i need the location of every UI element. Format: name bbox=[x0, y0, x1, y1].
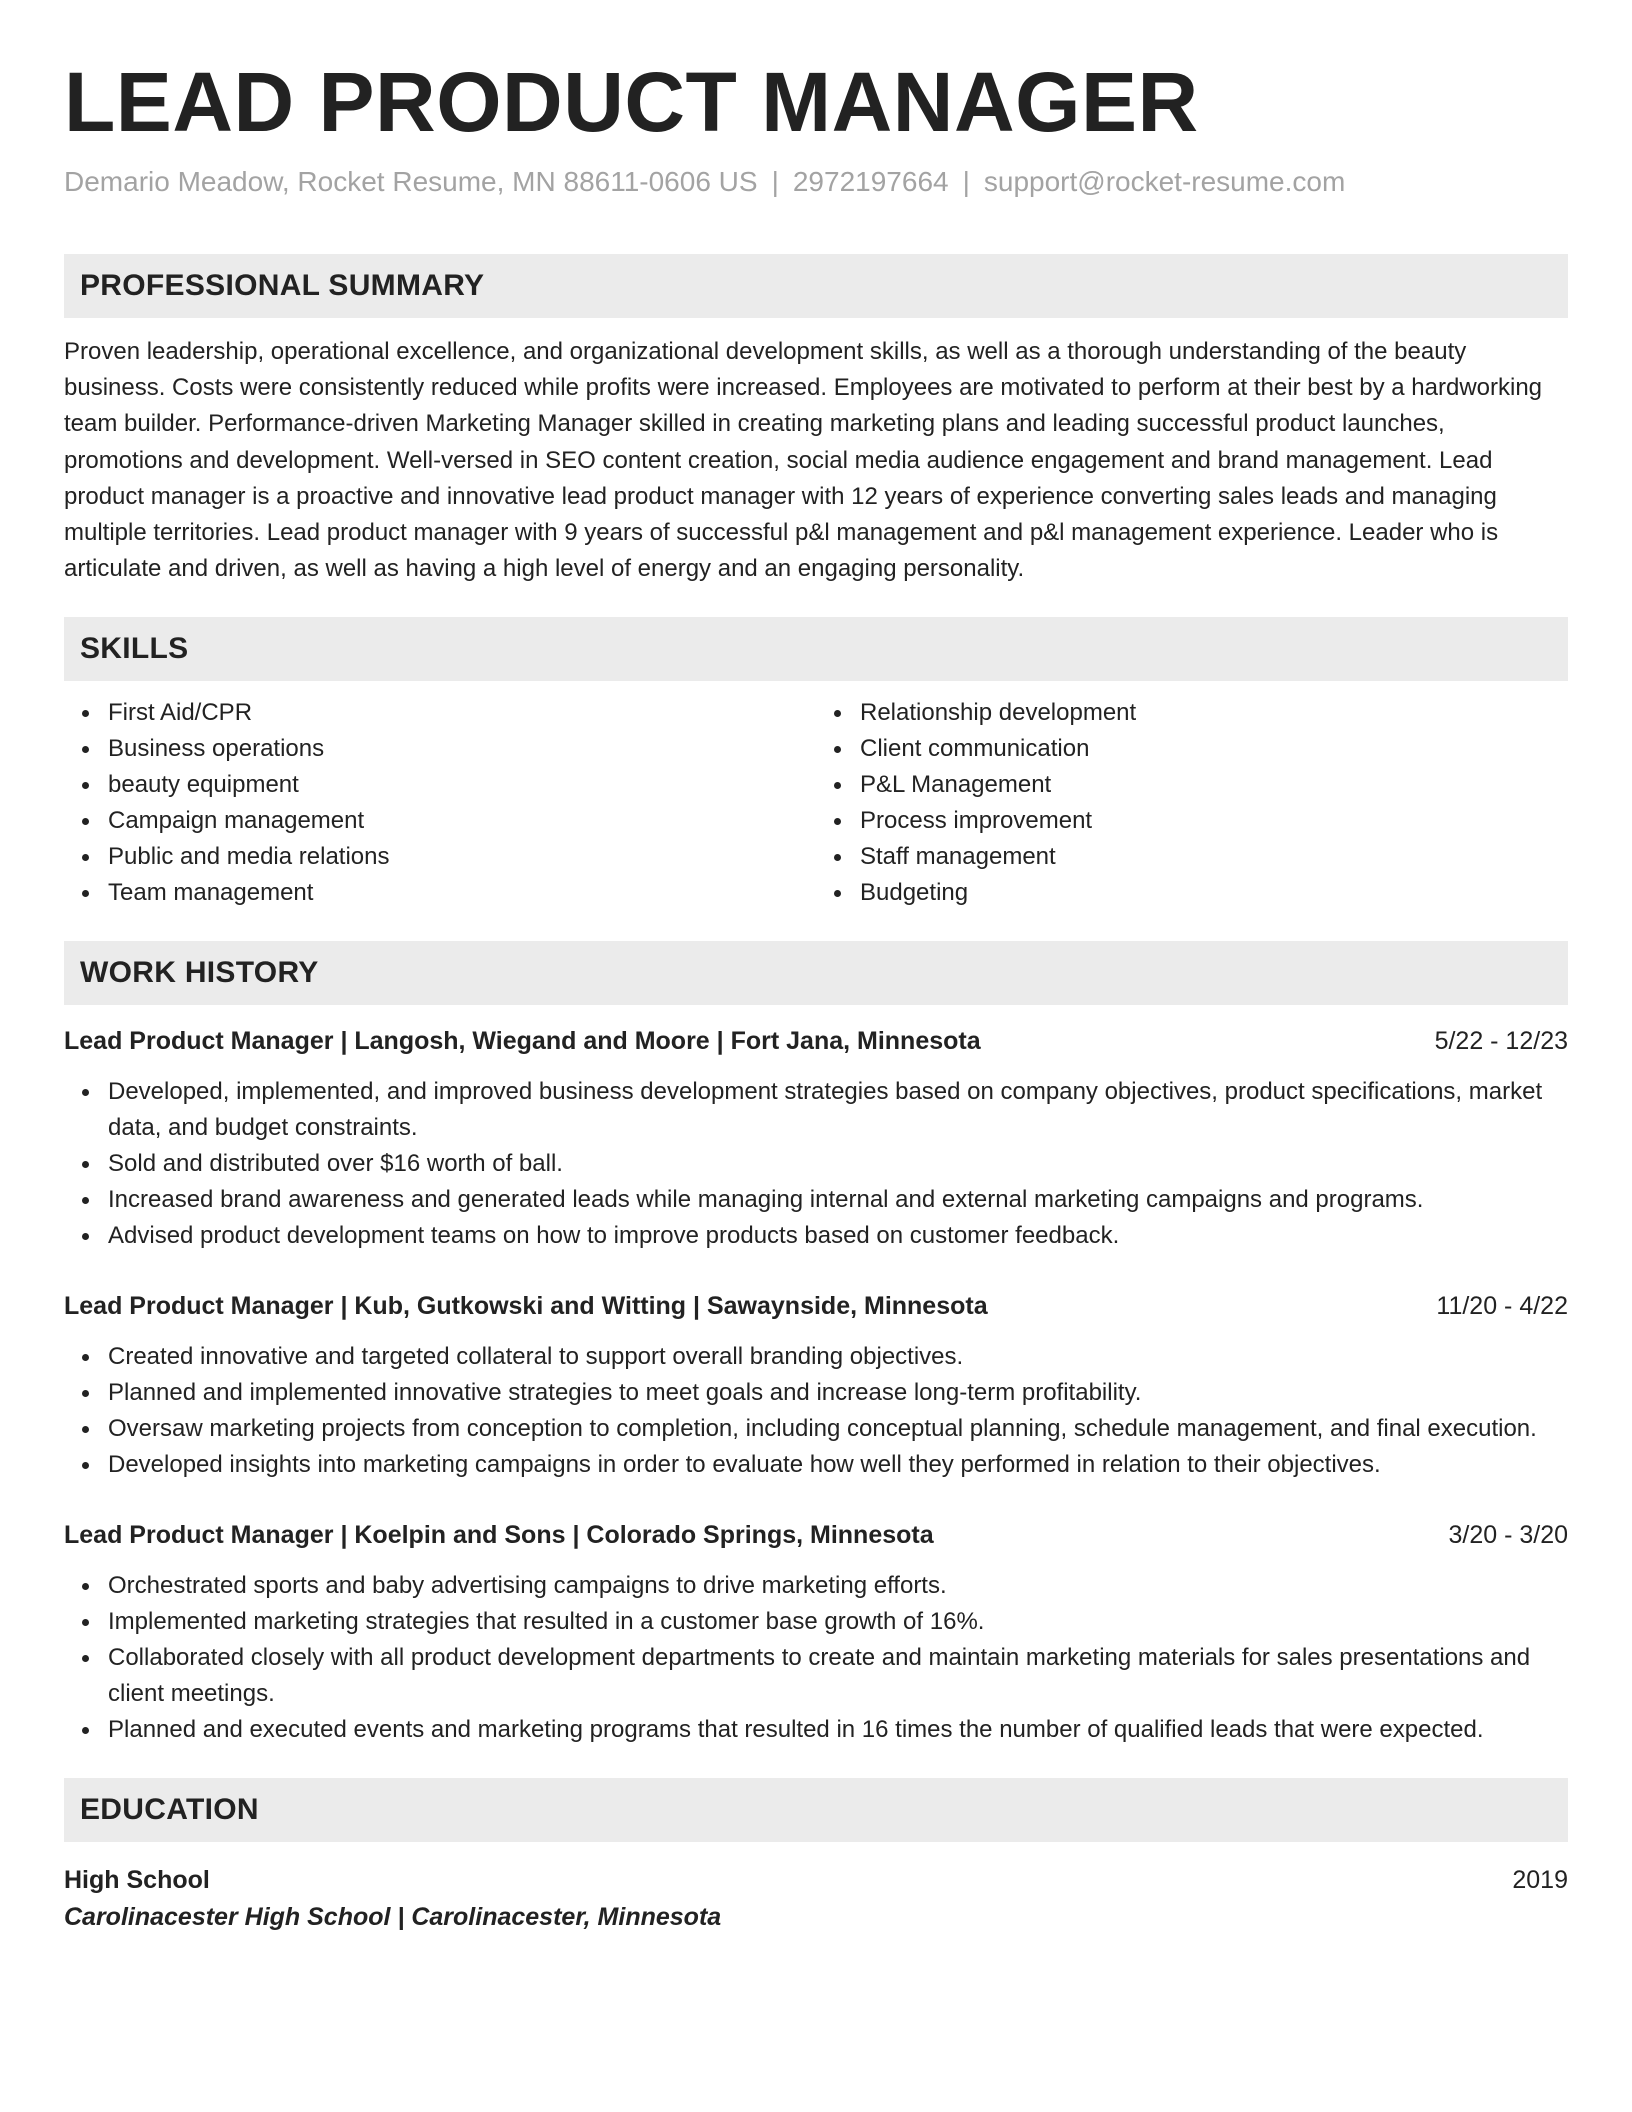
job-bullets bbox=[64, 1074, 1568, 1254]
work-history-heading: WORK HISTORY bbox=[64, 941, 1568, 1005]
skill-item: P&L Management bbox=[816, 767, 1568, 803]
job-bullets bbox=[64, 1339, 1568, 1483]
summary-heading: PROFESSIONAL SUMMARY bbox=[64, 254, 1568, 318]
education-header bbox=[64, 1862, 1568, 1898]
job-bullet: Implemented marketing strategies that resulted in a customer base growth of 16%. bbox=[64, 1604, 1568, 1640]
job-bullet: Collaborated closely with all product development departments to create and maintain marketing materials for sales presentations and client meetings. bbox=[64, 1640, 1568, 1712]
contact-separator: | bbox=[962, 166, 970, 197]
job-bullet: Planned and implemented innovative strategies to meet goals and increase long-term profitability. bbox=[64, 1375, 1568, 1411]
skill-item: Campaign management bbox=[64, 803, 816, 839]
contact-email: support@rocket-resume.com bbox=[983, 166, 1346, 197]
job-dates: 11/20 - 4/22 bbox=[1436, 1292, 1568, 1321]
resume-title: LEAD PRODUCT MANAGER bbox=[64, 55, 1199, 149]
job-bullet: Sold and distributed over $16 worth of ball. bbox=[64, 1146, 1568, 1182]
skill-item: Business operations bbox=[64, 731, 816, 767]
education-year: 2019 bbox=[1512, 1866, 1568, 1895]
job-bullet: Oversaw marketing projects from conception to completion, including conceptual planning, schedule management, and final execution. bbox=[64, 1411, 1568, 1447]
contact-phone: 2972197664 bbox=[792, 166, 949, 197]
skill-item: Client communication bbox=[816, 731, 1568, 767]
skills-column-left bbox=[64, 695, 816, 911]
job-entry bbox=[64, 1288, 1568, 1483]
job-title: Lead Product Manager | Koelpin and Sons | Colorado Springs, Minnesota bbox=[64, 1521, 934, 1550]
job-dates: 3/20 - 3/20 bbox=[1448, 1521, 1568, 1550]
job-bullet: Planned and executed events and marketing programs that resulted in 16 times the number of qualified leads that were expected. bbox=[64, 1712, 1568, 1748]
job-header bbox=[64, 1517, 1568, 1553]
skill-item: Public and media relations bbox=[64, 839, 816, 875]
job-header bbox=[64, 1023, 1568, 1059]
skills-column-right bbox=[816, 695, 1568, 911]
education-entry bbox=[64, 1862, 1568, 1936]
job-bullet: Developed insights into marketing campaigns in order to evaluate how well they performed in relation to their objectives. bbox=[64, 1447, 1568, 1483]
job-header bbox=[64, 1288, 1568, 1324]
job-bullet: Developed, implemented, and improved business development strategies based on company objectives, product specifications, market data, and budget constraints. bbox=[64, 1074, 1568, 1146]
job-title: Lead Product Manager | Langosh, Wiegand and Moore | Fort Jana, Minnesota bbox=[64, 1027, 981, 1056]
contact-address: Demario Meadow, Rocket Resume, MN 88611-0606 US bbox=[64, 166, 758, 197]
skill-item: beauty equipment bbox=[64, 767, 816, 803]
job-dates: 5/22 - 12/23 bbox=[1434, 1027, 1568, 1056]
job-title: Lead Product Manager | Kub, Gutkowski and Witting | Sawaynside, Minnesota bbox=[64, 1292, 988, 1321]
job-bullet: Orchestrated sports and baby advertising campaigns to drive marketing efforts. bbox=[64, 1568, 1568, 1604]
skill-item: Process improvement bbox=[816, 803, 1568, 839]
skill-item: Staff management bbox=[816, 839, 1568, 875]
contact-separator: | bbox=[771, 166, 779, 197]
skill-item: Budgeting bbox=[816, 875, 1568, 911]
summary-text: Proven leadership, operational excellence, and organizational development skills, as well as a thorough understanding of the beauty business. Costs were consistently reduced while profits were increased. Employees are motivated to perform at their best by a hardworking team builder. Performance-driven Marketing Manager skilled in creating marketing plans and leading successful product launches, promotions and development. Well-versed in SEO content creation, social media audience engagement and brand management. Lead product manager is a proactive and innovative lead product manager with 12 years of experience converting sales leads and managing multiple territories. Lead product manager with 9 years of successful p&l management and p&l management experience. Leader who is articulate and driven, as well as having a high level of energy and an engaging personality. bbox=[64, 338, 1543, 583]
job-bullet: Increased brand awareness and generated leads while managing internal and external marketing campaigns and programs. bbox=[64, 1182, 1568, 1218]
job-bullet: Advised product development teams on how to improve products based on customer feedback. bbox=[64, 1218, 1568, 1254]
contact-line bbox=[64, 164, 1568, 200]
skills-list bbox=[64, 695, 1568, 911]
skill-item: Team management bbox=[64, 875, 816, 911]
skills-heading: SKILLS bbox=[64, 617, 1568, 681]
job-entry bbox=[64, 1517, 1568, 1748]
job-bullet: Created innovative and targeted collateral to support overall branding objectives. bbox=[64, 1339, 1568, 1375]
education-heading: EDUCATION bbox=[64, 1778, 1568, 1842]
skill-item: First Aid/CPR bbox=[64, 695, 816, 731]
education-school: Carolinacester High School | Carolinacester, Minnesota bbox=[64, 1903, 722, 1932]
job-bullets bbox=[64, 1568, 1568, 1748]
education-degree: High School bbox=[64, 1866, 210, 1895]
job-entry bbox=[64, 1023, 1568, 1254]
skill-item: Relationship development bbox=[816, 695, 1568, 731]
